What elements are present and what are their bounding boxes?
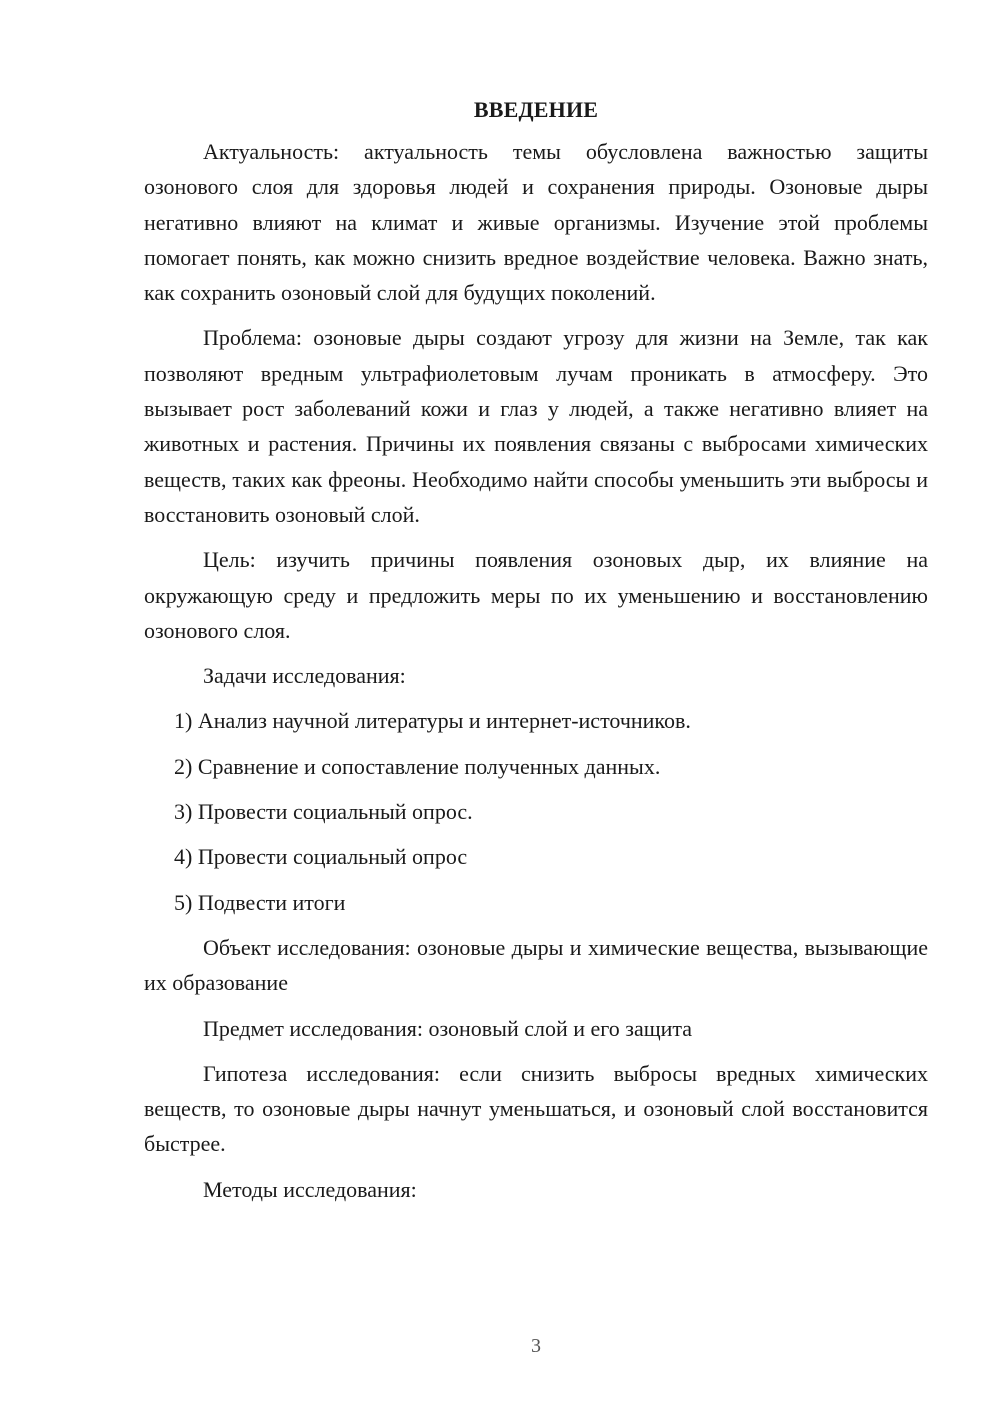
- tasks-title: Задачи исследования:: [203, 663, 406, 689]
- page-content: [144, 96, 928, 1207]
- task-item-1: 1) Анализ научной литературы и интернет-источников.: [174, 708, 691, 734]
- task-item-3: 3) Провести социальный опрос.: [174, 799, 473, 825]
- subject-paragraph: Предмет исследования: озоновый слой и его защита: [203, 1015, 693, 1041]
- task-item-5: 5) Подвести итоги: [174, 889, 346, 915]
- problem-paragraph: Проблема: озоновые дыры создают угрозу для жизни на Земле, так как позволяют вредным ультрафиолетовым лучам проникать в атмосферу. Это вызывает рост заболеваний кожи и глаз у людей, а также негативно влияет на животных и растения. Причины их появления связаны с выбросами химических веществ, таких как фреоны. Необходимо найти способы уменьшить эти выбросы и восстановить озоновый слой.: [144, 325, 928, 527]
- task-item-4: 4) Провести социальный опрос: [174, 844, 468, 870]
- hypothesis-paragraph: Гипотеза исследования: если снизить выбросы вредных химических веществ, то озоновые дыры начнут уменьшаться, и озоновый слой восстановится быстрее.: [144, 1060, 928, 1157]
- relevance-paragraph: Актуальность: актуальность темы обусловлена важностью защиты озонового слоя для здоровья людей и сохранения природы. Озоновые дыры негативно влияют на климат и живые организмы. Изучение этой проблемы помогает понять, как можно снизить вредное воздействие человека. Важно знать, как сохранить озоновый слой для будущих поколений.: [144, 139, 928, 306]
- methods-title: Методы исследования:: [203, 1176, 417, 1202]
- section-heading: ВВЕДЕНИЕ: [473, 97, 599, 122]
- page-number: 3: [531, 1335, 541, 1357]
- task-item-2: 2) Сравнение и сопоставление полученных данных.: [174, 753, 661, 779]
- goal-paragraph: Цель: изучить причины появления озоновых дыр, их влияние на окружающую среду и предложить меры по их уменьшению и восстановлению озонового слоя.: [144, 547, 928, 643]
- object-paragraph: Объект исследования: озоновые дыры и химические вещества, вызывающие их образование: [144, 934, 928, 996]
